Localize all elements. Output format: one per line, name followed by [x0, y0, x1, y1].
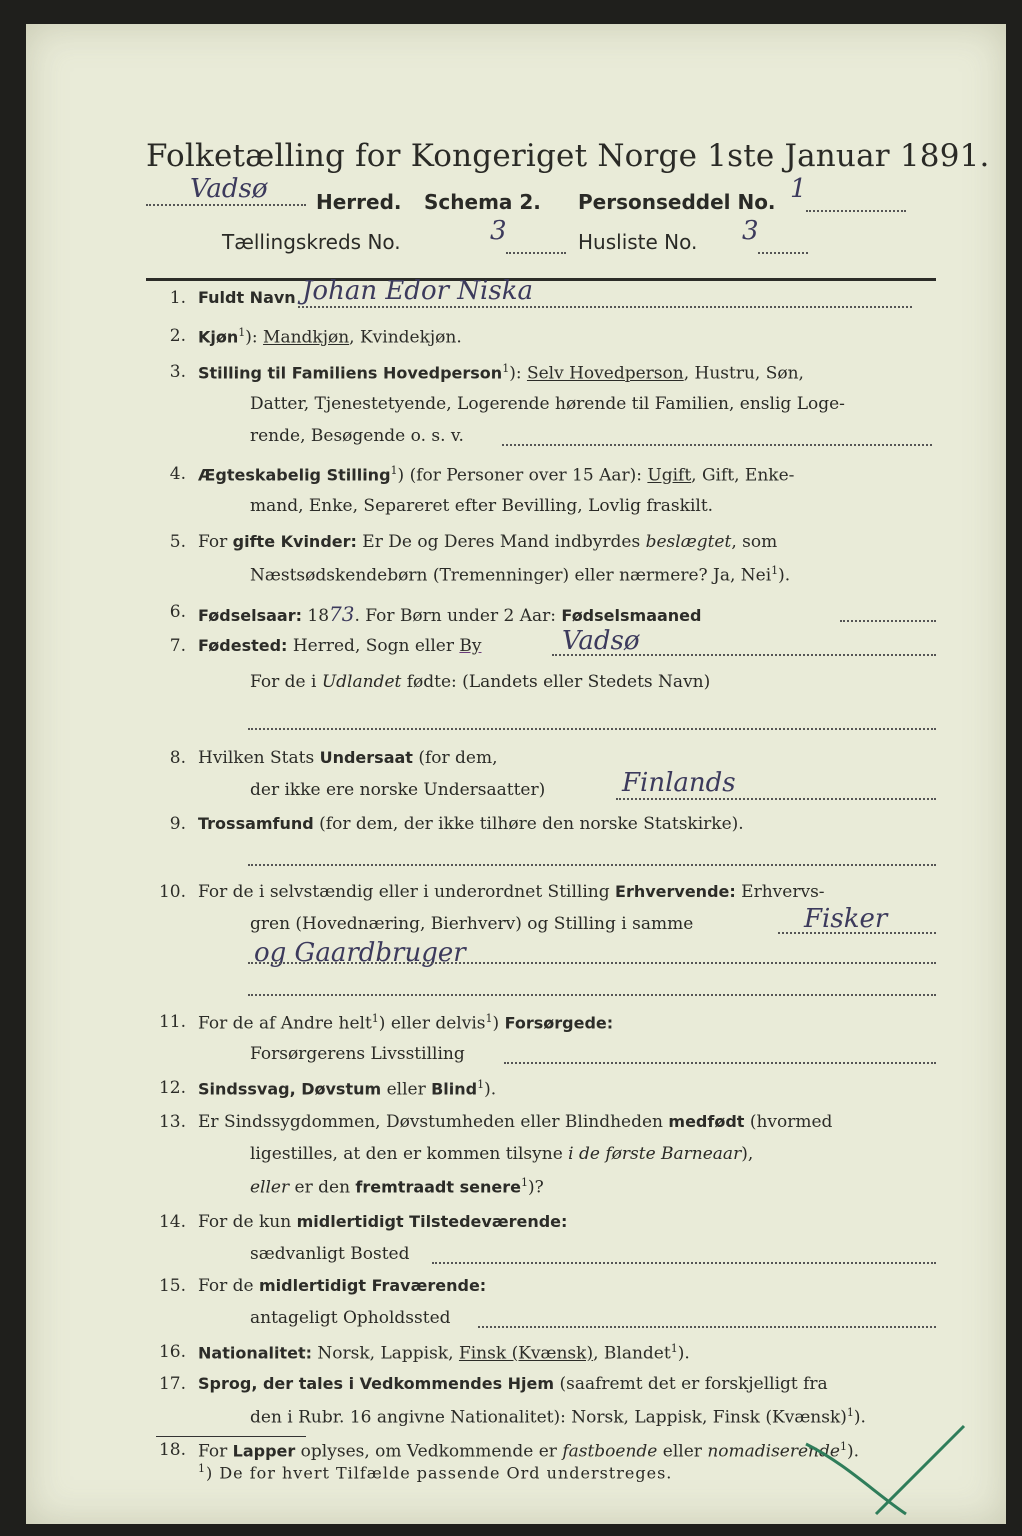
q13-line3-b: )? — [527, 1177, 544, 1198]
q10-dots-3 — [248, 994, 936, 996]
green-check-mark — [786, 1404, 986, 1524]
personseddel-label: Personseddel No. — [578, 190, 776, 214]
q15-text-a: For de — [198, 1276, 259, 1296]
q6-number: 6. — [169, 602, 186, 622]
q18-text-c: eller — [657, 1441, 708, 1462]
q16-number: 16. — [158, 1342, 186, 1362]
q17-line2: den i Rubr. 16 angivne Nationalitet): Norsk, Lappisk, Finsk (Kvænsk) — [250, 1407, 847, 1428]
q15-number: 15. — [158, 1276, 186, 1296]
personseddel-value: 1 — [790, 174, 807, 204]
q18-italic-1: fastboende — [562, 1441, 658, 1462]
q12-number: 12. — [158, 1078, 186, 1098]
footnote — [198, 1462, 672, 1482]
q2-selected: Mandkjøn — [263, 327, 350, 348]
q17-label: Sprog, der tales i Vedkommendes Hjem — [198, 1374, 555, 1393]
q4-text-a: ) (for Personer over 15 Aar): — [397, 465, 648, 486]
q16-label: Nationalitet: — [198, 1343, 313, 1363]
q16-text-b: , Blandet — [593, 1343, 671, 1364]
q1-label: Fuldt Navn — [198, 288, 296, 307]
q4-label: Ægteskabelig Stilling — [198, 465, 391, 485]
q11-dots — [504, 1062, 936, 1064]
q5-text-a: For — [198, 532, 233, 552]
q3-label: Stilling til Familiens Hovedperson — [198, 363, 503, 383]
q14-line2: sædvanligt Bosted — [250, 1244, 410, 1264]
q6-dots — [840, 620, 936, 622]
q14-label: midlertidigt Tilstedeværende: — [296, 1212, 568, 1231]
q9-dots — [248, 864, 936, 866]
footnote-rule — [156, 1436, 306, 1437]
q5-line2: Næstsødskendebørn (Tremenninger) eller nærmere? Ja, Nei — [250, 565, 772, 586]
personseddel-dots — [806, 210, 906, 212]
q13-line3-label: fremtraadt senere — [355, 1177, 521, 1197]
q13-label: medfødt — [668, 1112, 745, 1131]
q6-text-a: 18 — [302, 606, 330, 626]
q16-text-c: ). — [677, 1343, 690, 1364]
q6-text-b: . For Børn under 2 Aar: — [354, 606, 562, 626]
kreds-label: Tællingskreds No. — [222, 230, 401, 254]
q11-number: 11. — [158, 1012, 186, 1032]
q18-italic-2: nomadiserende — [707, 1441, 840, 1462]
q13-line2-italic: i de første Barneaar — [568, 1144, 742, 1164]
q12-label2: Blind — [431, 1079, 478, 1099]
herred-label: Herred. — [316, 190, 402, 214]
q10-dots-2 — [248, 962, 936, 964]
q10-value-1: Fisker — [804, 904, 888, 934]
q10-line2: gren (Hovednæring, Bierhverv) og Stilling i samme — [250, 914, 694, 934]
q14-dots — [432, 1262, 936, 1264]
form-title: Folketælling for Kongeriget Norge 1ste Januar 1891. — [146, 138, 990, 174]
q2-text-a: ): — [245, 327, 264, 348]
q6-label: Fødselsaar: — [198, 606, 302, 625]
q13-line3-a: er den — [289, 1177, 356, 1198]
q11-text-a: For de af Andre helt — [198, 1013, 372, 1034]
q5-number: 5. — [169, 532, 186, 552]
q1-dots — [298, 306, 912, 308]
q5-label: gifte Kvinder: — [232, 532, 357, 551]
q17-text-a: (saafremt det er forskjelligt fra — [554, 1374, 828, 1394]
q10-value-2: og Gaardbruger — [254, 938, 466, 968]
q10-text-b: Erhvervs- — [735, 882, 825, 902]
q12-text-a: eller — [381, 1079, 432, 1100]
q18-sup: 1 — [839, 1440, 847, 1453]
q11-label: Forsørgede: — [504, 1013, 614, 1033]
q8-dots — [616, 798, 936, 800]
kreds-value: 3 — [490, 216, 507, 246]
q2-sup: 1 — [238, 326, 246, 339]
q9-text-a: (for dem, der ikke tilhøre den norske Statskirke). — [313, 814, 744, 834]
q7-text-a: Herred, Sogn eller — [287, 636, 460, 656]
q4-selected: Ugift — [647, 465, 692, 486]
q15-line2: antageligt Opholdssted — [250, 1308, 451, 1328]
q5-text-c: , som — [731, 532, 778, 552]
q7-line2-italic: Udlandet — [321, 672, 402, 692]
q2-label: Kjøn — [198, 327, 239, 347]
q13-line3-italic: eller — [250, 1177, 290, 1198]
q18-number: 18. — [158, 1440, 186, 1460]
husliste-label: Husliste No. — [578, 230, 698, 254]
q18-text-b: oplyses, om Vedkommende er — [295, 1441, 563, 1462]
q8-line2: der ikke ere norske Undersaatter) — [250, 780, 546, 800]
q10-label: Erhvervende: — [615, 882, 736, 901]
q11-line2: Forsørgerens Livsstilling — [250, 1044, 465, 1064]
q9-number: 9. — [169, 814, 186, 834]
q6-label2: Fødselsmaaned — [561, 606, 702, 625]
q3-text-a: ): — [509, 363, 527, 384]
q17-line2-end: ). — [853, 1407, 866, 1428]
q4-line2: mand, Enke, Separeret efter Bevilling, Lovlig fraskilt. — [250, 496, 714, 516]
q8-text-a: Hvilken Stats — [198, 748, 320, 768]
kreds-dots — [506, 252, 566, 254]
q15-dots — [478, 1326, 936, 1328]
footnote-text: ) De for hvert Tilfælde passende Ord understreges. — [206, 1463, 673, 1483]
q3-line3: rende, Besøgende o. s. v. — [250, 426, 464, 446]
q13-text-a: Er Sindssygdommen, Døvstumheden eller Blindheden — [198, 1112, 669, 1132]
q3-sup: 1 — [502, 362, 510, 375]
q6-value: 73 — [329, 602, 355, 626]
q12-text-b: ). — [484, 1079, 497, 1100]
q11-text-b: ) eller delvis — [378, 1013, 486, 1034]
q7-value: Vadsø — [562, 626, 640, 656]
schema-label: Schema 2. — [424, 190, 541, 214]
q17-number: 17. — [158, 1374, 186, 1394]
q11-sup-2: 1 — [485, 1012, 493, 1025]
q12-label: Sindssvag, Døvstum — [198, 1079, 382, 1099]
q10-text-a: For de i selvstændig eller i underordnet Stilling — [198, 882, 616, 902]
q5-sup: 1 — [771, 564, 779, 577]
herred-value: Vadsø — [190, 174, 268, 204]
q3-line2: Datter, Tjenestetyende, Logerende hørende til Familien, enslig Loge- — [250, 394, 845, 414]
q3-text-b: , Hustru, Søn, — [683, 363, 804, 384]
q16-sup: 1 — [670, 1342, 678, 1355]
q10-number: 10. — [158, 882, 186, 902]
q18-text-d: ). — [846, 1441, 859, 1462]
q8-number: 8. — [169, 748, 186, 768]
q4-number: 4. — [169, 464, 186, 484]
q7-number: 7. — [169, 636, 186, 656]
q13-line2-a: ligestilles, at den er kommen tilsyne — [250, 1144, 569, 1164]
q13-number: 13. — [158, 1112, 186, 1132]
q13-line2-b: ), — [741, 1144, 754, 1164]
q14-number: 14. — [158, 1212, 186, 1232]
q4-text-b: , Gift, Enke- — [691, 465, 795, 486]
q13-sup: 1 — [520, 1176, 528, 1189]
q13-text-b: (hvormed — [744, 1112, 833, 1132]
q4-sup: 1 — [390, 464, 398, 477]
q9-label: Trossamfund — [198, 814, 314, 833]
q7-label: Fødested: — [198, 636, 288, 655]
q12-sup: 1 — [477, 1078, 485, 1091]
q3-selected: Selv Hovedperson — [526, 363, 684, 384]
q16-selected: Finsk (Kvænsk) — [458, 1343, 594, 1364]
q7-dots-2 — [248, 728, 936, 730]
herred-dots — [146, 204, 306, 206]
q8-text-b: (for dem, — [412, 748, 498, 768]
husliste-dots — [758, 252, 808, 254]
q16-text-a: Norsk, Lappisk, — [312, 1343, 459, 1364]
check-stroke-2 — [876, 1426, 964, 1514]
q18-label: Lapper — [232, 1441, 296, 1461]
q2-number: 2. — [169, 326, 186, 346]
footnote-sup: 1 — [198, 1462, 206, 1475]
q5-text-b: Er De og Deres Mand indbyrdes — [356, 532, 646, 552]
q3-number: 3. — [169, 362, 186, 382]
q7-selected: By — [459, 636, 482, 656]
header-rule — [146, 278, 936, 281]
q5-italic: beslægtet — [645, 532, 732, 552]
q5-line2-end: ). — [778, 565, 791, 586]
q11-text-c: ) — [492, 1013, 505, 1034]
q3-dots — [502, 444, 932, 446]
q1-value: Johan Edor Niska — [302, 276, 533, 306]
husliste-value: 3 — [742, 216, 759, 246]
q8-value: Finlands — [622, 768, 736, 798]
q1-number: 1. — [169, 288, 186, 308]
check-stroke-1 — [806, 1441, 906, 1514]
census-form-page — [26, 24, 1006, 1524]
q18-text-a: For — [198, 1441, 233, 1462]
q14-text-a: For de kun — [198, 1212, 297, 1232]
q7-line2-b: fødte: (Landets eller Stedets Navn) — [401, 672, 711, 692]
q15-label: midlertidigt Fraværende: — [258, 1276, 487, 1295]
q7-line2-a: For de i — [250, 672, 322, 692]
q7-dots — [552, 654, 936, 656]
q17-sup: 1 — [846, 1406, 854, 1419]
q2-text-b: , Kvindekjøn. — [349, 327, 462, 348]
q11-sup-1: 1 — [371, 1012, 379, 1025]
q8-label: Undersaat — [319, 748, 413, 767]
